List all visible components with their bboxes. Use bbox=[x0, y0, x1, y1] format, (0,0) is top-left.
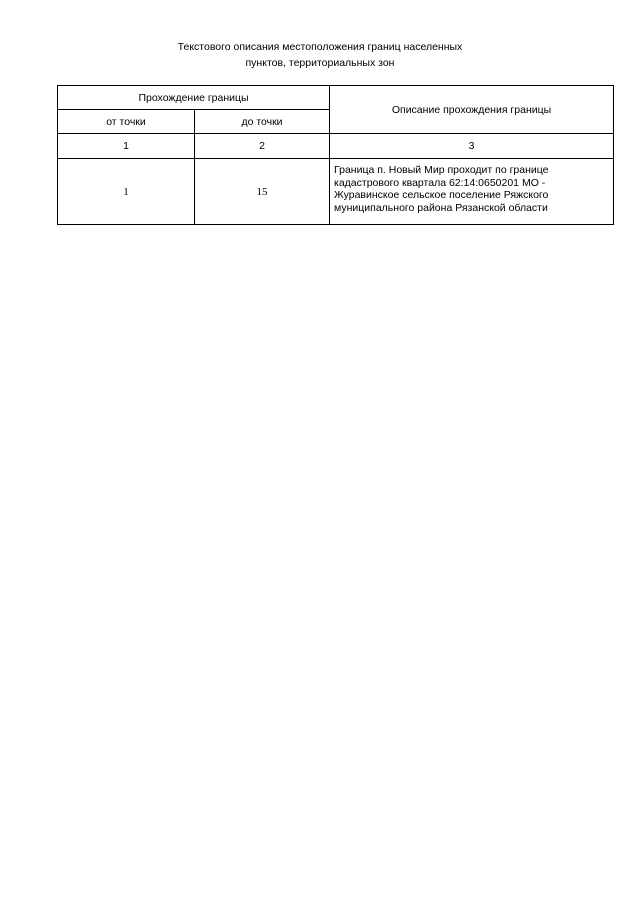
boundary-table bbox=[57, 85, 614, 225]
column-number-2: 2 bbox=[195, 134, 330, 159]
table-row bbox=[58, 159, 614, 225]
header-row-group bbox=[58, 86, 614, 110]
header-to-point: до точки bbox=[195, 110, 330, 134]
column-number-1: 1 bbox=[58, 134, 195, 159]
row-to-point: 15 bbox=[195, 159, 330, 225]
header-from-point: от точки bbox=[58, 110, 195, 134]
column-number-3: 3 bbox=[330, 134, 614, 159]
title-line-2: пунктов, территориальных зон bbox=[245, 57, 395, 69]
header-boundary-passage: Прохождение границы bbox=[58, 86, 330, 110]
column-number-row bbox=[58, 134, 614, 159]
document-title bbox=[0, 39, 640, 71]
row-from-point: 1 bbox=[58, 159, 195, 225]
title-line-1: Текстового описания местоположения границ населенных bbox=[177, 41, 463, 53]
header-boundary-description: Описание прохождения границы bbox=[330, 86, 614, 134]
row-description: Граница п. Новый Мир проходит по границе кадастрового квартала 62:14:0650201 МО - Журавинское сельское поселение Ряжского муниципального района Рязанской области bbox=[330, 159, 614, 225]
